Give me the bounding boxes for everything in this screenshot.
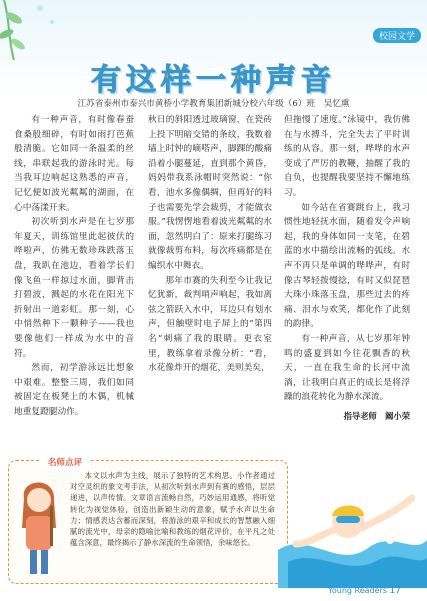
- article-title: 有这样一种声音: [91, 63, 336, 98]
- paragraph: 有一种声音，从七岁那年钟鸣的盛夏到如今往花飘香的秋天，一直在我生命的长河中流淌，让我明白真正的成长是将浮躁的浪花转化为静水深流。: [284, 333, 410, 403]
- swimmer-illustration-icon: [278, 470, 427, 588]
- paragraph: 如今站在省赛跳台上，我习惯性地轻抚水面，随着发令声响起，我的身体如同一支笔，在碧蓝的水中描绘出流畅的弧线。水声不再只是单调的哗哗声，有时像古琴轻拨慢捻，有时又似琵琶大珠小珠落玉盘，那些过去的疼痛、泪水与欢笑，都化作了此刻的韵律。: [284, 202, 410, 330]
- paragraph: 初次听到水声是在七岁那年夏天，训练馆里此起彼伏的哗啦声，仿佛无数珍珠跌落玉盘，我趴在池边，看着学长们像飞鱼一样掠过水面，脚背击打碧波，溅起的水花在阳光下折射出一道彩虹。那一刻，心中悄然种下一颗种子——我也要像他们一样成为水中的音符。: [14, 217, 134, 359]
- advisor-signature: 指导老师 阚小荣: [343, 410, 410, 421]
- paragraph: 秋日的斜阳透过玻璃窗，在瓷砖上投下明暗交错的条纹，我数着墙上时钟的嘀嗒声，脚踝的酸痛沿着小腿蔓延，直到那个黄昏，妈妈带我系泳帽时突然说：“你看，池水多像偶绸，但再好的料子也需要先学会裁剪，才能做衣服。”我愣愣地看着波光粼粼的水面，忽然明白了：原来打腿练习就像裁剪布料，每次疼痛都是在编织水中舞衣。: [148, 115, 272, 271]
- teacher-comment-text: 本文以水声为主线，展示了独特的艺术构思。小作者通过对空灵织的象文考手法，从初次听到水声到有赛的感悟，层层递进，以声传情。文章语言流畅自然，巧妙运用通感，将听觉转化为视觉体验，创造出新颖生动的意象，赋予水声以生命力；情感表达含蓄而深刻，将游泳的艰辛和成长的智慧融入细腻的流光中，母亲的隐喻比喻和教练的烟花评价，在平凡之处蕴含深意，最终揭示了静水深流的生命领悟，余味悠长。: [70, 471, 275, 548]
- teacher-comment-tag: 名师点评: [40, 455, 90, 469]
- footer-label: Young Readers: [328, 586, 387, 595]
- text-column-1: [14, 113, 134, 473]
- paragraph: 那年市赛的失利至今让我记忆犹新，裁判哨声响起，我如离弦之箭跃入水中，耳边只有划水声，但触壁时电子屏上的“第四名”刺痛了我的眼睛。更衣室里，教练拿着录像分析：“看，水花像炸开的烟花，美则美矣，: [148, 275, 272, 374]
- author-byline: 江苏省泰州市泰兴市黄桥小学教育集团新城分校六年级（6）班 吴忆熏: [77, 99, 350, 109]
- paragraph: 然而，初学游泳远比想象中艰难。整整三周，我们如同被固定在板凳上的木偶，机械地重复蹬腿动作。: [14, 363, 134, 417]
- paragraph: 但拖慢了速度。”泳镜中，我仿佛在与水搏斗，完全失去了平时训练的从容。那一刻，哗哗的水声变成了严厉的教鞭，抽醒了我的自负，也提醒我要坚持不懈地练习。: [284, 115, 410, 198]
- text-column-2: [148, 113, 272, 471]
- section-badge: 校园文学: [373, 28, 421, 43]
- teacher-girl-illustration-icon: [10, 468, 68, 580]
- paragraph: 有一种声音，有时像春蚕食桑般细碎，有时如雨打芭蕉般清脆。它如同一条温柔的丝线，串联起我的游泳时光。每当我耳边响起这熟悉的声音，记忆便如波光粼粼的湖面，在心中荡漾开来。: [14, 115, 134, 213]
- page-number: 17: [389, 586, 401, 596]
